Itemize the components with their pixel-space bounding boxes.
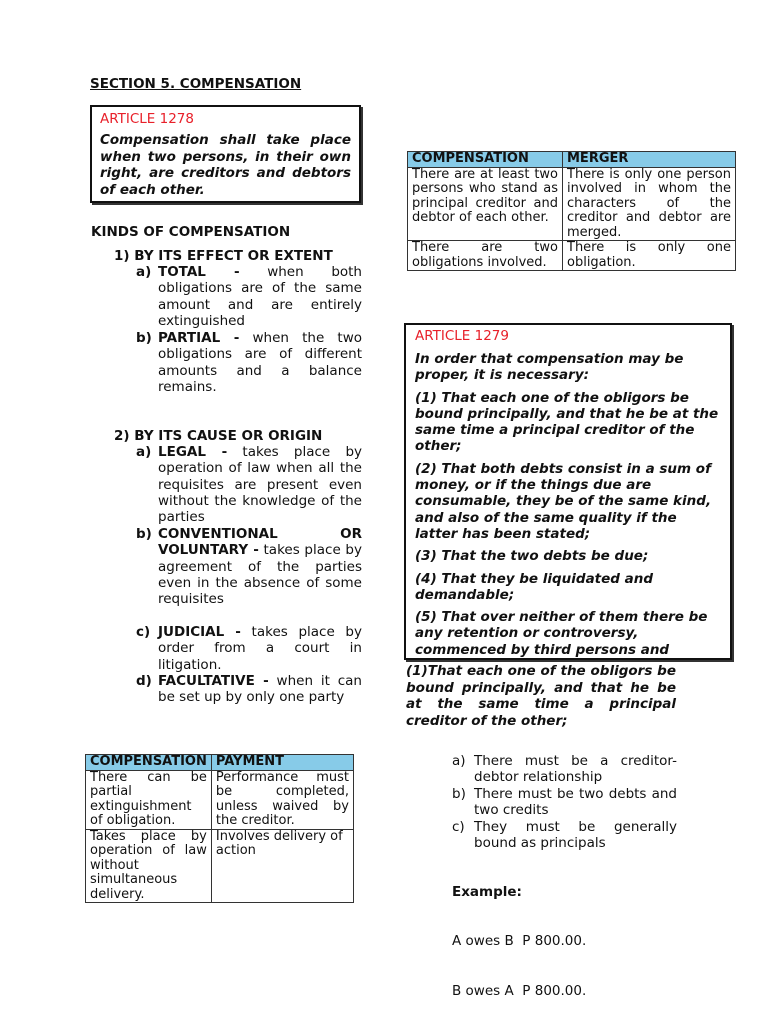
item-label: b) xyxy=(136,526,152,542)
table-header: PAYMENT xyxy=(211,755,353,771)
item-desc: takes place by operation of law when all the requisites are present even without the knowledge of the parties xyxy=(158,444,362,526)
item-label: c) xyxy=(136,624,151,640)
item-desc: takes place by order from a court in litigation. xyxy=(158,624,362,673)
kinds-title: KINDS OF COMPENSATION xyxy=(91,224,291,240)
item-text: They must be generally bound as principals xyxy=(474,819,677,852)
table-row xyxy=(86,829,354,903)
table-row xyxy=(86,770,354,829)
article-1278-box xyxy=(90,105,361,203)
requisite-item xyxy=(452,819,677,852)
item-term: PARTIAL - xyxy=(158,330,240,346)
table-cell: Involves delivery of action xyxy=(211,829,353,903)
item-text: There must be a creditor-debtor relationship xyxy=(474,753,677,786)
article-1278-text: Compensation shall take place when two persons, in their own right, are creditors and debtors of each other. xyxy=(100,132,351,198)
table-row xyxy=(408,241,736,271)
kind-facultative xyxy=(136,673,362,706)
item-text: There must be two debts and two credits xyxy=(474,786,677,819)
item-term: FACULTATIVE - xyxy=(158,673,269,689)
table-cell: Takes place by operation of law without simultaneous delivery. xyxy=(86,829,212,903)
requisite-1-text: (1)That each one of the obligors be bound principally, and that he be at the same time a principal creditor of the other; xyxy=(406,663,676,729)
example-heading: Example: xyxy=(452,884,522,900)
article-1279-heading: ARTICLE 1279 xyxy=(415,328,509,344)
item-label: c) xyxy=(452,819,465,835)
table-header: COMPENSATION xyxy=(408,152,563,168)
item-desc: when both obligations are of the same amount and are entirely extinguished xyxy=(158,264,362,329)
article-1279-paragraph: (4) That they be liquidated and demandable; xyxy=(415,570,654,603)
article-1279-paragraph: In order that compensation may be proper, it is necessary: xyxy=(415,351,684,384)
example-block xyxy=(452,900,586,1016)
table-cell: There can be partial extinguishment of obligation. xyxy=(86,770,212,829)
kinds-effect-heading: 1) BY ITS EFFECT OR EXTENT xyxy=(114,248,333,264)
table-row xyxy=(408,167,736,241)
kind-conventional xyxy=(136,526,362,608)
item-desc: when it can be set up by only one party xyxy=(158,673,362,706)
table-cell: There is only one obligation. xyxy=(563,241,736,271)
requisite-item xyxy=(452,786,677,819)
kinds-cause-heading: 2) BY ITS CAUSE OR ORIGIN xyxy=(114,428,323,444)
article-1278-heading: ARTICLE 1278 xyxy=(100,111,194,127)
kind-judicial xyxy=(136,624,362,673)
table-header: MERGER xyxy=(563,152,736,168)
article-1279-paragraph: (3) That the two debts be due; xyxy=(415,548,649,565)
table-cell: There are two obligations involved. xyxy=(408,241,563,271)
kind-partial xyxy=(136,330,362,395)
item-desc: when the two obligations are of different amounts and a balance remains. xyxy=(158,330,362,395)
article-1279-box xyxy=(404,323,732,660)
item-label: b) xyxy=(136,330,152,346)
item-desc: takes place by agreement of the parties even in the absence of some requisites xyxy=(158,542,362,608)
article-1279-text xyxy=(415,351,721,660)
article-1279-paragraph: (2) That both debts consist in a sum of money, or if the things due are consumable, they be of the same kind, and also of the same quality if the latter has been stated; xyxy=(415,460,712,542)
compensation-payment-table xyxy=(85,754,354,903)
kind-total xyxy=(136,264,362,329)
article-1279-paragraph: (1) That each one of the obligors be bound principally, and that he be at the same time a principal creditor of the other; xyxy=(415,389,719,455)
table-cell: There is only one person involved in whom the characters of the creditor and debtor are merged. xyxy=(563,167,736,241)
item-term: JUDICIAL - xyxy=(158,624,241,640)
item-label: a) xyxy=(136,444,152,460)
table-header: COMPENSATION xyxy=(86,755,212,771)
requisite-item xyxy=(452,753,677,786)
item-label: a) xyxy=(136,264,152,280)
item-term: TOTAL - xyxy=(158,264,240,280)
compensation-merger-table xyxy=(407,151,736,271)
item-label: d) xyxy=(136,673,152,689)
example-line: A owes B P 800.00. xyxy=(452,933,587,949)
item-label: b) xyxy=(452,786,466,802)
article-1279-paragraph: (5) That over neither of them there be any retention or controversy, commenced by third persons and xyxy=(415,609,708,658)
item-term: LEGAL - xyxy=(158,444,228,460)
kind-legal xyxy=(136,444,362,526)
item-label: a) xyxy=(452,753,466,769)
item-term: CONVENTIONAL OR VOLUNTARY - xyxy=(158,526,362,559)
table-cell: Performance must be completed, unless waived by the creditor. xyxy=(211,770,353,829)
example-line: B owes A P 800.00. xyxy=(452,982,587,999)
section-title: SECTION 5. COMPENSATION xyxy=(90,76,302,92)
table-cell: There are at least two persons who stand as principal creditor and debtor of each other. xyxy=(408,167,563,241)
